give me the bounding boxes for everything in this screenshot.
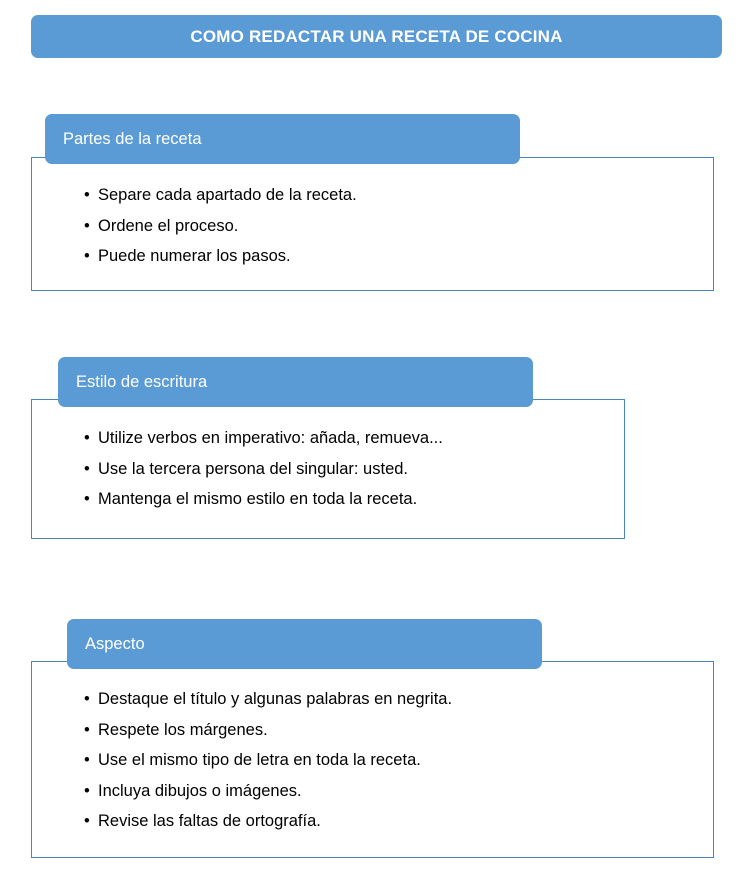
list-item <box>84 454 443 485</box>
bullet-icon: • <box>84 247 90 265</box>
list-item-text: Incluya dibujos o imágenes. <box>98 781 302 800</box>
bullet-icon: • <box>84 429 90 447</box>
section-heading: Partes de la receta <box>63 129 202 148</box>
section-heading: Aspecto <box>85 634 145 653</box>
list-item-text: Ordene el proceso. <box>98 216 239 235</box>
bullet-icon: • <box>84 751 90 769</box>
bullet-list <box>84 180 357 272</box>
list-item-text: Use la tercera persona del singular: usted. <box>98 459 409 478</box>
bullet-icon: • <box>84 216 90 235</box>
list-item-text: Puede numerar los pasos. <box>98 247 291 265</box>
list-item <box>84 715 452 746</box>
list-item-text: Utilize verbos en imperativo: añada, remueva... <box>98 429 443 447</box>
list-item <box>84 180 357 211</box>
section-header <box>45 114 520 164</box>
list-item-text: Revise las faltas de ortografía. <box>98 812 321 830</box>
list-item-text: Mantenga el mismo estilo en toda la receta. <box>98 490 418 508</box>
section-header <box>58 357 533 407</box>
list-item-text: Separe cada apartado de la receta. <box>98 186 357 204</box>
list-item <box>84 211 357 242</box>
bullet-icon: • <box>84 459 90 478</box>
bullet-icon: • <box>84 781 90 800</box>
list-item <box>84 684 452 715</box>
list-item <box>84 776 452 807</box>
list-item <box>84 484 443 515</box>
list-item-text: Respete los márgenes. <box>98 720 268 739</box>
bullet-list <box>84 423 443 515</box>
bullet-icon: • <box>84 490 90 508</box>
list-item <box>84 745 452 776</box>
bullet-list <box>84 684 452 837</box>
bullet-icon: • <box>84 720 90 739</box>
list-item <box>84 423 443 454</box>
document-title-banner <box>31 15 722 58</box>
list-item <box>84 806 452 837</box>
page-title: COMO REDACTAR UNA RECETA DE COCINA <box>190 26 563 46</box>
bullet-icon: • <box>84 690 90 708</box>
list-item-text: Destaque el título y algunas palabras en negrita. <box>98 690 453 708</box>
bullet-icon: • <box>84 812 90 830</box>
section-header <box>67 619 542 669</box>
section-heading: Estilo de escritura <box>76 372 208 391</box>
list-item-text: Use el mismo tipo de letra en toda la receta. <box>98 751 421 769</box>
list-item <box>84 241 357 272</box>
bullet-icon: • <box>84 186 90 204</box>
